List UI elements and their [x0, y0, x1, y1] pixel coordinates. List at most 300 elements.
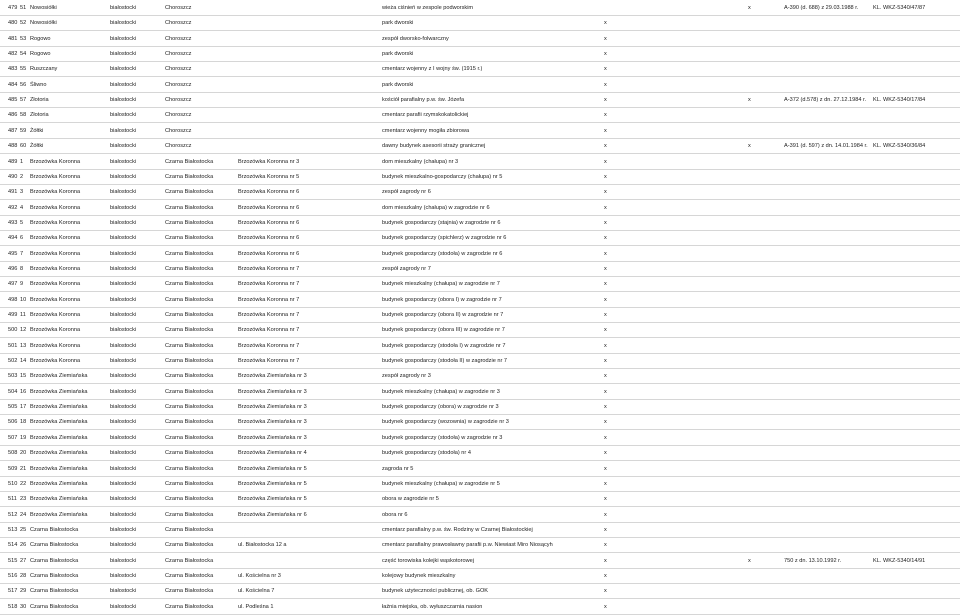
cell-row-number: 485 [8, 97, 18, 104]
cell-commune: Czarna Białostocka [165, 419, 214, 426]
cell-register-mark: x [604, 20, 607, 27]
cell-row-number: 507 [8, 434, 18, 441]
cell-register-mark: x [604, 127, 607, 134]
cell-district: białostocki [110, 588, 137, 595]
cell-district: białostocki [110, 419, 137, 426]
cell-object-description: cmentarz wojenny z I wojny św. (1915 r.) [382, 66, 483, 73]
cell-object-description: budynek gospodarczy (stodoła) w zagrodzie nr 3 [382, 434, 503, 441]
table-row [0, 46, 960, 62]
cell-register-mark: x [604, 404, 607, 411]
cell-local-number: 10 [20, 296, 27, 303]
cell-commune: Czarna Białostocka [165, 557, 214, 564]
table-row [0, 583, 960, 599]
cell-commune: Czarna Białostocka [165, 189, 214, 196]
cell-row-number: 503 [8, 373, 18, 380]
cell-commune: Choroszcz [165, 81, 192, 88]
cell-local-number: 17 [20, 404, 27, 411]
table-row [0, 338, 960, 354]
cell-locality: Nowosiółki [30, 20, 57, 27]
cell-row-number: 504 [8, 388, 18, 395]
cell-register-mark: x [604, 327, 607, 334]
cell-row-number: 499 [8, 312, 18, 318]
cell-register-mark: x [604, 250, 607, 257]
cell-locality: Brzozówka Ziemiańska [30, 496, 88, 503]
table-row [0, 430, 960, 446]
table-row [0, 307, 960, 323]
cell-row-number: 500 [8, 327, 18, 334]
cell-object-description: budynek użyteczności publicznej, ob. GOK [382, 588, 489, 595]
cell-commune: Czarna Białostocka [165, 480, 214, 487]
cell-object-description: obora w zagrodzie nr 5 [382, 496, 439, 503]
cell-locality: Brzozówka Koronna [30, 173, 81, 180]
cell-commune: Czarna Białostocka [165, 434, 214, 441]
cell-commune: Czarna Białostocka [165, 511, 214, 518]
cell-object-description: zespół zagrody nr 7 [382, 265, 431, 272]
cell-locality: Ruszczany [30, 66, 58, 73]
cell-address: Brzozówka Koronna nr 6 [238, 250, 300, 257]
cell-local-number: 19 [20, 434, 27, 441]
cell-locality: Czarna Białostocka [30, 588, 79, 595]
cell-row-number: 490 [8, 173, 18, 180]
cell-district: białostocki [110, 51, 137, 58]
cell-district: białostocki [110, 342, 137, 349]
cell-object-description: budynek mieszkalny (chałupa) w zagrodzie nr 3 [382, 388, 500, 395]
cell-row-number: 491 [8, 189, 18, 196]
cell-locality: Brzozówka Ziemiańska [30, 373, 88, 380]
cell-local-number: 20 [20, 450, 27, 457]
cell-local-number: 25 [20, 526, 27, 533]
table-row [0, 246, 960, 262]
cell-register-mark: x [604, 235, 607, 242]
cell-decision-number: A-390 (d. 688) z 29.03.1988 r. [784, 5, 859, 11]
cell-local-number: 21 [20, 465, 27, 472]
cell-object-description: dom mieszkalny (chałupa) w zagrodzie nr 6 [382, 204, 490, 211]
cell-district: białostocki [110, 265, 137, 272]
cell-register-mark: x [604, 588, 607, 595]
cell-local-number: 57 [20, 97, 27, 104]
cell-address: Brzozówka Koronna nr 7 [238, 342, 300, 349]
cell-district: białostocki [110, 572, 137, 579]
cell-locality: Brzozówka Ziemiańska [30, 450, 88, 457]
table-row [0, 568, 960, 584]
cell-local-number: 2 [20, 173, 24, 180]
cell-commune: Czarna Białostocka [165, 358, 214, 365]
cell-commune: Czarna Białostocka [165, 588, 214, 595]
cell-register-mark: x [604, 112, 607, 119]
cell-decision-number: A-391 (d. 597) z dn. 14.01.1984 r. [784, 143, 868, 150]
cell-register-mark: x [604, 312, 607, 318]
cell-local-number: 51 [20, 5, 27, 11]
table-row [0, 553, 960, 569]
cell-commune: Czarna Białostocka [165, 250, 214, 257]
table-row [0, 491, 960, 507]
cell-commune: Czarna Białostocka [165, 265, 214, 272]
cell-address: Brzozówka Koronna nr 7 [238, 327, 300, 334]
cell-local-number: 22 [20, 480, 27, 487]
cell-address: Brzozówka Ziemiańska nr 3 [238, 419, 307, 426]
cell-locality: Brzozówka Koronna [30, 312, 81, 318]
cell-address: Brzozówka Ziemiańska nr 3 [238, 373, 307, 380]
cell-commune: Czarna Białostocka [165, 327, 214, 334]
cell-district: białostocki [110, 20, 137, 27]
cell-local-number: 14 [20, 358, 27, 365]
cell-row-number: 494 [8, 235, 18, 242]
cell-locality: Brzozówka Koronna [30, 327, 81, 334]
cell-local-number: 11 [20, 312, 26, 318]
cell-locality: Brzozówka Ziemiańska [30, 388, 88, 395]
cell-register-mark: x [604, 296, 607, 303]
cell-row-number: 480 [8, 20, 18, 27]
cell-address: Brzozówka Ziemiańska nr 4 [238, 450, 307, 457]
cell-register-mark: x [604, 480, 607, 487]
cell-row-number: 497 [8, 281, 18, 288]
cell-decision-number: A-372 (d.578) z dn. 27.12.1984 r. [784, 97, 867, 104]
cell-row-number: 506 [8, 419, 18, 426]
cell-local-number: 56 [20, 81, 27, 88]
cell-object-description: część torowiska kolejki wąskotorowej [382, 557, 475, 564]
cell-register-mark: x [604, 434, 607, 441]
cell-row-number: 484 [8, 81, 18, 88]
table-row [0, 184, 960, 200]
cell-local-number: 24 [20, 511, 27, 518]
cell-locality: Czarna Białostocka [30, 557, 79, 564]
cell-row-number: 479 [8, 5, 18, 11]
cell-object-description: budynek gospodarczy (obora II) w zagrodzie nr 7 [382, 312, 504, 318]
cell-address: ul. Podleśna 1 [238, 603, 274, 610]
cell-register-mark: x [604, 204, 607, 211]
cell-commune: Czarna Białostocka [165, 373, 214, 380]
cell-district: białostocki [110, 112, 137, 119]
cell-decision-mark: x [748, 97, 751, 104]
cell-object-description: cmentarz wojenny mogiła zbiorowa [382, 127, 470, 134]
cell-locality: Rogowo [30, 35, 51, 42]
cell-object-description: budynek gospodarczy (stodoła I) w zagrodzie nr 7 [382, 342, 506, 349]
cell-local-number: 6 [20, 235, 24, 242]
cell-locality: Brzozówka Ziemiańska [30, 480, 88, 487]
cell-locality: Czarna Białostocka [30, 542, 79, 549]
cell-locality: Brzozówka Koronna [30, 265, 81, 272]
cell-address: Brzozówka Ziemiańska nr 5 [238, 480, 307, 487]
cell-locality: Brzozówka Koronna [30, 158, 81, 165]
cell-address: ul. Kościelna nr 3 [238, 572, 281, 579]
cell-district: białostocki [110, 404, 137, 411]
cell-register-mark: x [604, 35, 607, 42]
cell-row-number: 483 [8, 66, 18, 73]
cell-district: białostocki [110, 496, 137, 503]
cell-register-mark: x [604, 265, 607, 272]
cell-object-description: budynek gospodarczy (spichlerz) w zagrodzie nr 6 [382, 235, 507, 242]
cell-local-number: 60 [20, 143, 27, 150]
cell-row-number: 492 [8, 204, 18, 211]
cell-object-description: kościół parafialny p.w. św. Józefa [382, 97, 465, 104]
cell-locality: Brzozówka Koronna [30, 358, 81, 365]
table-row [0, 537, 960, 553]
cell-address: Brzozówka Ziemiańska nr 3 [238, 388, 307, 395]
cell-commune: Choroszcz [165, 35, 192, 42]
cell-local-number: 30 [20, 603, 27, 610]
cell-object-description: dom mieszkalny (chałupa) nr 3 [382, 158, 459, 165]
cell-local-number: 4 [20, 204, 24, 211]
cell-district: białostocki [110, 281, 137, 288]
cell-row-number: 514 [8, 542, 18, 549]
cell-register-mark: x [604, 143, 607, 150]
cell-commune: Czarna Białostocka [165, 312, 214, 318]
cell-local-number: 1 [20, 158, 24, 165]
cell-address: Brzozówka Koronna nr 6 [238, 189, 300, 196]
cell-commune: Czarna Białostocka [165, 603, 214, 610]
cell-row-number: 516 [8, 572, 18, 579]
cell-local-number: 59 [20, 127, 27, 134]
cell-district: białostocki [110, 312, 137, 318]
cell-row-number: 518 [8, 603, 18, 610]
cell-local-number: 58 [20, 112, 27, 119]
cell-local-number: 5 [20, 219, 24, 226]
cell-object-description: budynek gospodarczy (stodoła) nr 4 [382, 450, 471, 457]
cell-row-number: 511 [8, 496, 17, 503]
table-row [0, 92, 960, 108]
cell-address: Brzozówka Koronna nr 7 [238, 358, 300, 365]
cell-register-mark: x [604, 97, 607, 104]
cell-decision-number: 750 z dn. 13.10.1992 r. [784, 557, 842, 564]
cell-address: ul. Białostocka 12 a [238, 542, 287, 549]
cell-decision-mark: x [748, 5, 751, 11]
cell-commune: Choroszcz [165, 20, 192, 27]
cell-commune: Czarna Białostocka [165, 388, 214, 395]
cell-row-number: 515 [8, 557, 18, 564]
cell-district: białostocki [110, 173, 137, 180]
cell-district: białostocki [110, 511, 137, 518]
cell-local-number: 9 [20, 281, 24, 288]
cell-locality: Rogowo [30, 51, 51, 58]
cell-locality: Czarna Białostocka [30, 603, 79, 610]
table-row [0, 292, 960, 308]
cell-commune: Czarna Białostocka [165, 526, 214, 533]
cell-address: ul. Kościelna 7 [238, 588, 275, 595]
cell-file-signature: KL. WKZ-5340/47/87 [873, 5, 926, 11]
cell-address: Brzozówka Ziemiańska nr 6 [238, 511, 307, 518]
cell-local-number: 12 [20, 327, 27, 334]
cell-locality: Brzozówka Ziemiańska [30, 404, 88, 411]
cell-row-number: 510 [8, 480, 18, 487]
cell-commune: Czarna Białostocka [165, 342, 214, 349]
table-row [0, 138, 960, 154]
cell-register-mark: x [604, 496, 607, 503]
cell-register-mark: x [604, 281, 607, 288]
cell-district: białostocki [110, 557, 137, 564]
table-row [0, 200, 960, 216]
cell-object-description: łaźnia miejska, ob. wyłuszczarnia nasion [382, 603, 483, 610]
cell-address: Brzozówka Koronna nr 7 [238, 281, 300, 288]
table-row [0, 61, 960, 77]
cell-object-description: cmentarz parafialny prawosławny parafii p.w. Niewiast Miro Niosącyh [382, 542, 553, 549]
cell-address: Brzozówka Koronna nr 6 [238, 204, 300, 211]
cell-row-number: 493 [8, 219, 18, 226]
cell-district: białostocki [110, 127, 137, 134]
cell-commune: Czarna Białostocka [165, 296, 214, 303]
cell-locality: Śliwno [30, 81, 47, 88]
cell-register-mark: x [604, 419, 607, 426]
cell-district: białostocki [110, 158, 137, 165]
cell-local-number: 28 [20, 572, 27, 579]
cell-address: Brzozówka Koronna nr 7 [238, 296, 300, 303]
cell-local-number: 15 [20, 373, 27, 380]
cell-object-description: budynek gospodarczy (obora) w zagrodzie nr 3 [382, 404, 499, 411]
cell-row-number: 486 [8, 112, 18, 119]
cell-object-description: zagroda nr 5 [382, 465, 414, 472]
table-row [0, 599, 960, 615]
cell-row-number: 496 [8, 265, 18, 272]
table-row [0, 77, 960, 93]
cell-decision-mark: x [748, 143, 751, 150]
cell-district: białostocki [110, 235, 137, 242]
cell-object-description: park dworski [382, 51, 414, 58]
cell-commune: Czarna Białostocka [165, 219, 214, 226]
cell-address: Brzozówka Ziemiańska nr 3 [238, 404, 307, 411]
cell-local-number: 26 [20, 542, 27, 549]
cell-decision-mark: x [748, 557, 751, 564]
cell-local-number: 52 [20, 20, 27, 27]
cell-district: białostocki [110, 143, 137, 150]
cell-object-description: zespół dworsko-folwarczny [382, 35, 449, 42]
cell-district: białostocki [110, 250, 137, 257]
cell-object-description: wieża ciśnień w zespole podworskim [382, 5, 474, 11]
cell-district: białostocki [110, 358, 137, 365]
table-row [0, 353, 960, 369]
cell-row-number: 505 [8, 404, 18, 411]
cell-locality: Złotoria [30, 112, 49, 119]
table-row [0, 445, 960, 461]
cell-district: białostocki [110, 450, 137, 457]
cell-row-number: 488 [8, 143, 18, 150]
cell-row-number: 502 [8, 358, 18, 365]
cell-district: białostocki [110, 35, 137, 42]
cell-register-mark: x [604, 173, 607, 180]
cell-address: Brzozówka Koronna nr 6 [238, 219, 300, 226]
table-row [0, 123, 960, 139]
cell-object-description: budynek gospodarczy (obora III) w zagrodzie nr 7 [382, 327, 505, 334]
cell-register-mark: x [604, 219, 607, 226]
cell-district: białostocki [110, 465, 137, 472]
cell-object-description: cmentarz parafialny p.w. św. Rodziny w Czarnej Białostockiej [382, 526, 533, 533]
cell-register-mark: x [604, 465, 607, 472]
cell-locality: Złotoria [30, 97, 49, 104]
cell-object-description: kolejowy budynek mieszkalny [382, 572, 456, 579]
cell-locality: Brzozówka Koronna [30, 281, 81, 288]
cell-district: białostocki [110, 66, 137, 73]
cell-commune: Choroszcz [165, 97, 192, 104]
cell-object-description: budynek mieszkalny (chałupa) w zagrodzie nr 5 [382, 480, 500, 487]
cell-register-mark: x [604, 158, 607, 165]
cell-locality: Brzozówka Ziemiańska [30, 511, 88, 518]
cell-locality: Brzozówka Ziemiańska [30, 434, 88, 441]
cell-row-number: 495 [8, 250, 18, 257]
cell-file-signature: KL. WKZ-5340/36/84 [873, 143, 926, 150]
table-row [0, 322, 960, 338]
cell-locality: Żółtki [30, 127, 44, 134]
cell-district: białostocki [110, 434, 137, 441]
cell-address: Brzozówka Koronna nr 7 [238, 312, 300, 318]
cell-object-description: budynek gospodarczy (obora I) w zagrodzie nr 7 [382, 296, 502, 303]
cell-register-mark: x [604, 51, 607, 58]
cell-local-number: 18 [20, 419, 27, 426]
cell-object-description: park dworski [382, 81, 414, 88]
cell-object-description: cmentarz parafii rzymskokatolickiej [382, 112, 469, 119]
cell-object-description: zespół zagrody nr 3 [382, 373, 431, 380]
cell-district: białostocki [110, 542, 137, 549]
cell-district: białostocki [110, 97, 137, 104]
cell-address: Brzozówka Ziemiańska nr 3 [238, 434, 307, 441]
table-row [0, 384, 960, 400]
cell-local-number: 54 [20, 51, 27, 58]
cell-district: białostocki [110, 204, 137, 211]
cell-locality: Brzozówka Koronna [30, 204, 81, 211]
cell-object-description: budynek mieszkalno-gospodarczy (chałupa) nr 5 [382, 173, 503, 180]
table-row [0, 276, 960, 292]
cell-object-description: budynek gospodarczy (stajnia) w zagrodzie nr 6 [382, 219, 501, 226]
cell-register-mark: x [604, 189, 607, 196]
cell-locality: Brzozówka Koronna [30, 342, 81, 349]
cell-object-description: park dworski [382, 20, 414, 27]
cell-row-number: 517 [8, 588, 18, 595]
cell-row-number: 513 [8, 526, 18, 533]
cell-object-description: budynek mieszkalny (chałupa) w zagrodzie nr 7 [382, 281, 500, 288]
cell-local-number: 7 [20, 250, 24, 257]
table-row [0, 522, 960, 538]
cell-locality: Brzozówka Koronna [30, 189, 81, 196]
cell-locality: Czarna Białostocka [30, 526, 79, 533]
cell-local-number: 29 [20, 588, 27, 595]
cell-object-description: budynek gospodarczy (wozownia) w zagrodzie nr 3 [382, 419, 509, 426]
cell-commune: Czarna Białostocka [165, 204, 214, 211]
cell-commune: Czarna Białostocka [165, 235, 214, 242]
cell-row-number: 482 [8, 51, 18, 58]
table-row [0, 414, 960, 430]
cell-commune: Choroszcz [165, 112, 192, 119]
cell-register-mark: x [604, 81, 607, 88]
cell-commune: Czarna Białostocka [165, 542, 214, 549]
cell-register-mark: x [604, 66, 607, 73]
cell-register-mark: x [604, 572, 607, 579]
table-row [0, 507, 960, 523]
cell-local-number: 3 [20, 189, 24, 196]
cell-address: Brzozówka Koronna nr 3 [238, 158, 300, 165]
cell-locality: Żółtki [30, 143, 44, 150]
cell-district: białostocki [110, 327, 137, 334]
cell-commune: Choroszcz [165, 51, 192, 58]
cell-locality: Nowosiółki [30, 5, 57, 11]
cell-district: białostocki [110, 480, 137, 487]
cell-address: Brzozówka Koronna nr 7 [238, 265, 300, 272]
cell-register-mark: x [604, 358, 607, 365]
cell-local-number: 8 [20, 265, 24, 272]
cell-district: białostocki [110, 526, 137, 533]
cell-locality: Brzozówka Koronna [30, 250, 81, 257]
cell-locality: Czarna Białostocka [30, 572, 79, 579]
cell-register-mark: x [604, 373, 607, 380]
cell-address: Brzozówka Koronna nr 6 [238, 235, 300, 242]
cell-commune: Czarna Białostocka [165, 465, 214, 472]
cell-commune: Czarna Białostocka [165, 450, 214, 457]
cell-commune: Choroszcz [165, 127, 192, 134]
cell-locality: Brzozówka Koronna [30, 219, 81, 226]
cell-district: białostocki [110, 603, 137, 610]
cell-row-number: 512 [8, 511, 18, 518]
cell-local-number: 13 [20, 342, 27, 349]
cell-address: Brzozówka Ziemiańska nr 5 [238, 465, 307, 472]
table-row [0, 107, 960, 123]
cell-commune: Czarna Białostocka [165, 404, 214, 411]
cell-locality: Brzozówka Ziemiańska [30, 465, 88, 472]
